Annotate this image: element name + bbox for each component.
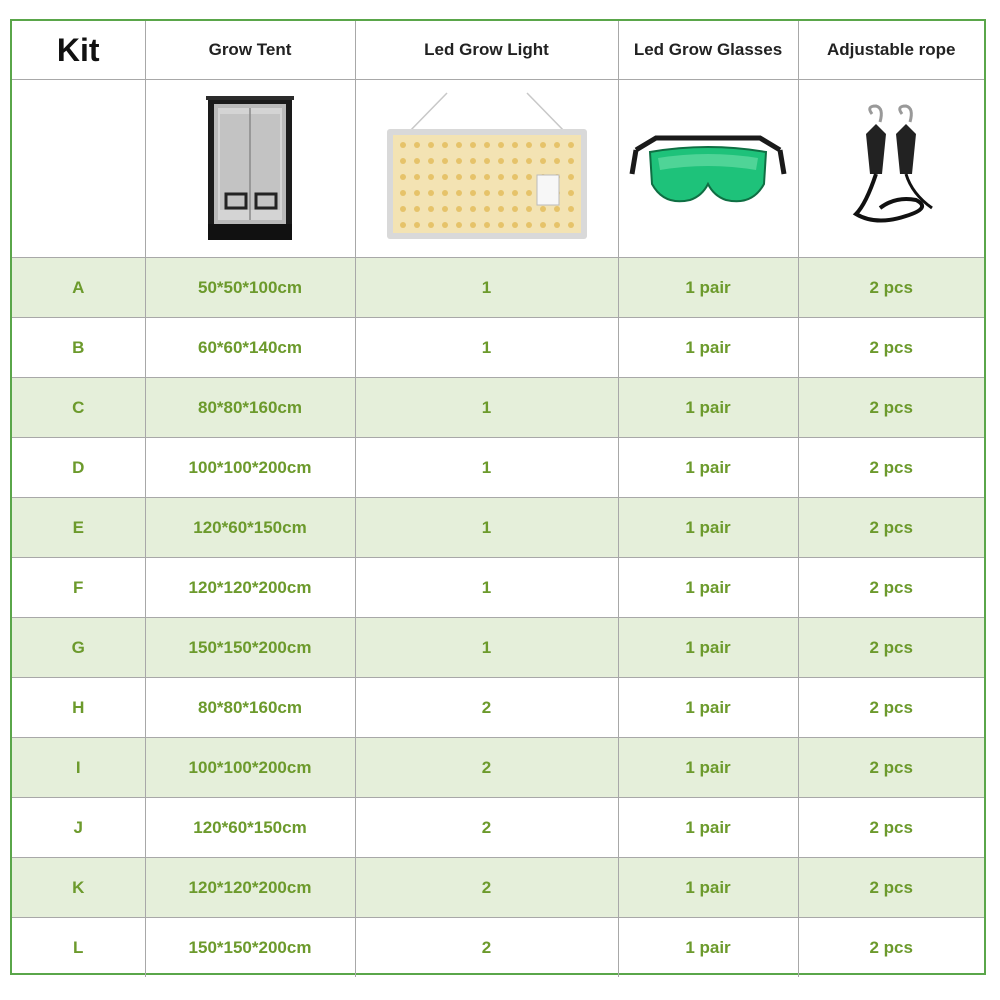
tent-size-cell: 100*100*200cm (145, 738, 355, 798)
light-qty-cell: 2 (355, 858, 618, 918)
glasses-qty-cell: 1 pair (618, 858, 798, 918)
tent-size-cell: 120*120*200cm (145, 858, 355, 918)
kit-cell: E (12, 498, 145, 558)
tent-size-cell: 50*50*100cm (145, 258, 355, 318)
glasses-qty-cell: 1 pair (618, 438, 798, 498)
table-row (12, 318, 984, 378)
table-row (12, 798, 984, 858)
table-row (12, 618, 984, 678)
glasses-qty-cell: 1 pair (618, 738, 798, 798)
kit-cell: A (12, 258, 145, 318)
rope-qty-cell: 2 pcs (798, 738, 984, 798)
kit-cell: F (12, 558, 145, 618)
rope-qty-cell: 2 pcs (798, 618, 984, 678)
light-qty-cell: 2 (355, 798, 618, 858)
light-qty-cell: 1 (355, 558, 618, 618)
table-row (12, 858, 984, 918)
grow-tent-icon (200, 94, 300, 244)
light-qty-cell: 1 (355, 438, 618, 498)
kit-cell: J (12, 798, 145, 858)
kit-cell: L (12, 918, 145, 978)
glasses-qty-cell: 1 pair (618, 618, 798, 678)
light-qty-cell: 1 (355, 498, 618, 558)
tent-size-cell: 120*60*150cm (145, 498, 355, 558)
rope-hanger-icon (836, 104, 946, 234)
table-row (12, 438, 984, 498)
image-cell-led-grow-glasses (618, 80, 798, 258)
table-row (12, 498, 984, 558)
table-row (12, 558, 984, 618)
table-row (12, 738, 984, 798)
rope-qty-cell: 2 pcs (798, 558, 984, 618)
rope-qty-cell: 2 pcs (798, 858, 984, 918)
image-cell-grow-tent (145, 80, 355, 258)
kit-cell: B (12, 318, 145, 378)
tent-size-cell: 120*120*200cm (145, 558, 355, 618)
rope-qty-cell: 2 pcs (798, 438, 984, 498)
table-row (12, 258, 984, 318)
kit-cell: K (12, 858, 145, 918)
tent-size-cell: 80*80*160cm (145, 678, 355, 738)
glasses-qty-cell: 1 pair (618, 798, 798, 858)
safety-glasses-icon (628, 114, 788, 224)
glasses-qty-cell: 1 pair (618, 918, 798, 978)
rope-qty-cell: 2 pcs (798, 498, 984, 558)
kit-cell: G (12, 618, 145, 678)
light-qty-cell: 1 (355, 258, 618, 318)
tent-size-cell: 100*100*200cm (145, 438, 355, 498)
kit-cell: C (12, 378, 145, 438)
table-row (12, 678, 984, 738)
tent-size-cell: 150*150*200cm (145, 618, 355, 678)
glasses-qty-cell: 1 pair (618, 318, 798, 378)
glasses-qty-cell: 1 pair (618, 258, 798, 318)
glasses-qty-cell: 1 pair (618, 678, 798, 738)
rope-qty-cell: 2 pcs (798, 378, 984, 438)
light-qty-cell: 2 (355, 738, 618, 798)
header-grow-tent: Grow Tent (145, 21, 355, 80)
table-row (12, 378, 984, 438)
kit-comparison-table (12, 21, 984, 977)
light-qty-cell: 2 (355, 918, 618, 978)
rope-qty-cell: 2 pcs (798, 678, 984, 738)
glasses-qty-cell: 1 pair (618, 498, 798, 558)
light-qty-cell: 1 (355, 378, 618, 438)
header-row (12, 21, 984, 80)
light-qty-cell: 2 (355, 678, 618, 738)
led-panel-icon (377, 89, 597, 249)
tent-size-cell: 120*60*150cm (145, 798, 355, 858)
rope-qty-cell: 2 pcs (798, 798, 984, 858)
rope-qty-cell: 2 pcs (798, 258, 984, 318)
image-cell-adjustable-rope (798, 80, 984, 258)
tent-size-cell: 150*150*200cm (145, 918, 355, 978)
table-row (12, 918, 984, 978)
tent-size-cell: 60*60*140cm (145, 318, 355, 378)
kit-cell: H (12, 678, 145, 738)
glasses-qty-cell: 1 pair (618, 558, 798, 618)
header-kit: Kit (12, 21, 145, 80)
kit-cell: D (12, 438, 145, 498)
image-row (12, 80, 984, 258)
rope-qty-cell: 2 pcs (869, 937, 913, 957)
rope-qty-cell: 2 pcs (798, 318, 984, 378)
image-cell-led-grow-light (355, 80, 618, 258)
header-adjustable-rope: Adjustable rope (798, 21, 984, 80)
tent-size-cell: 80*80*160cm (145, 378, 355, 438)
image-cell-empty (12, 80, 145, 258)
header-led-grow-light: Led Grow Light (355, 21, 618, 80)
glasses-qty-cell: 1 pair (618, 378, 798, 438)
light-qty-cell: 1 (355, 318, 618, 378)
header-led-grow-glasses: Led Grow Glasses (618, 21, 798, 80)
light-qty-cell: 1 (355, 618, 618, 678)
kit-cell: I (12, 738, 145, 798)
